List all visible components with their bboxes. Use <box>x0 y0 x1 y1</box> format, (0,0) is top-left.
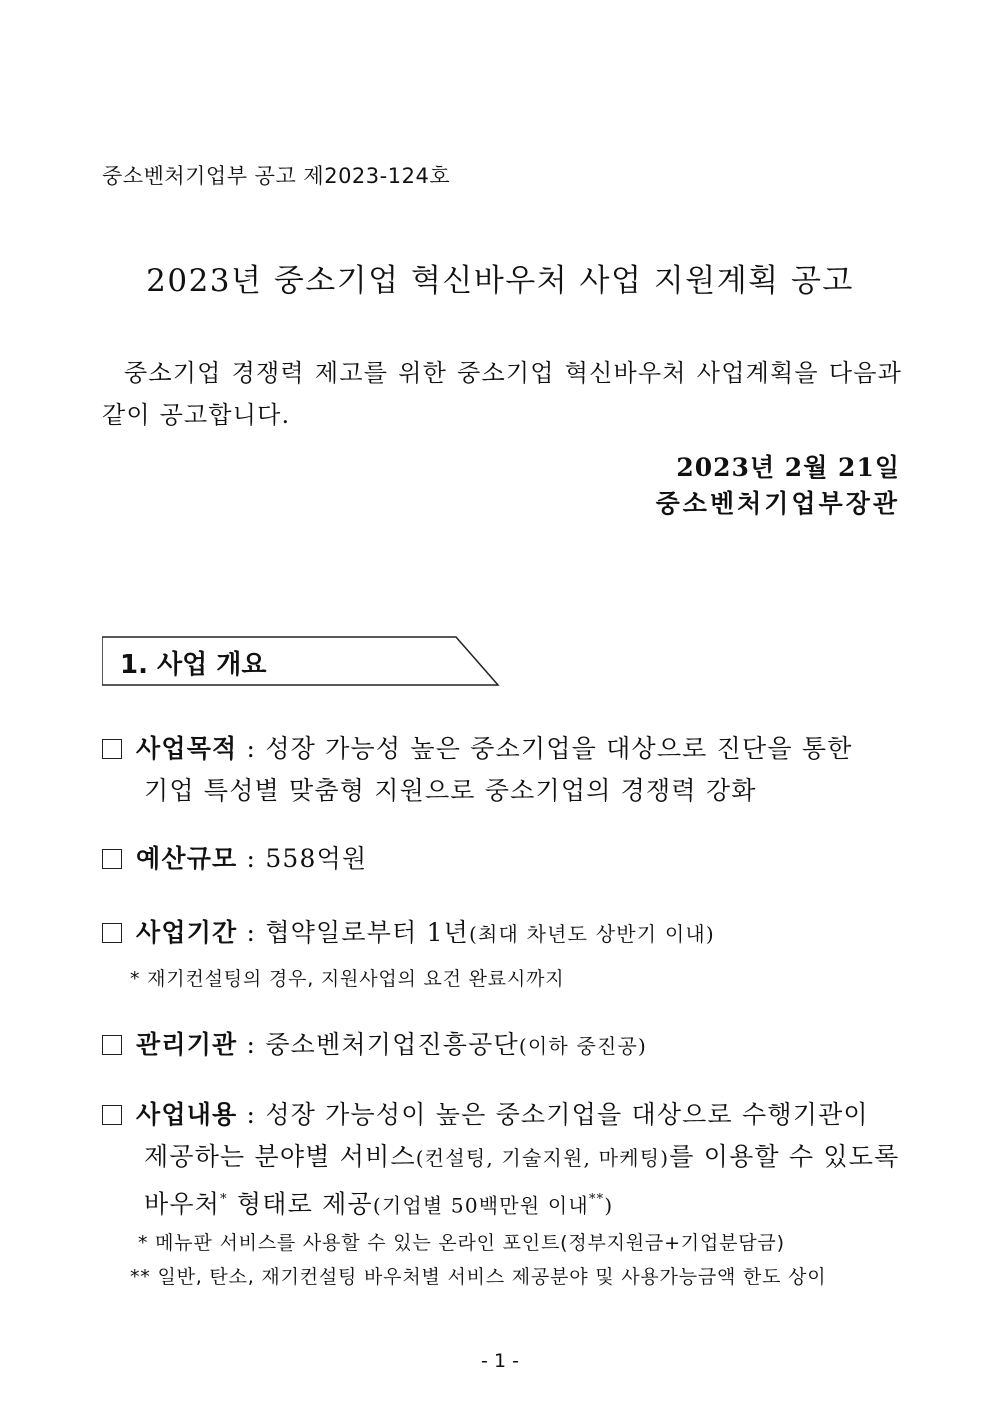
item-paren-text: (최대 차년도 상반기 이내) <box>469 922 715 946</box>
item-budget <box>102 838 902 880</box>
checkbox-square-icon <box>102 1035 122 1055</box>
item-paren-text: (이하 중진공) <box>518 1034 648 1058</box>
section-title: 1. 사업 개요 <box>120 650 267 680</box>
paren-segment: (기업별 50백만원 이내 <box>372 1193 589 1218</box>
item-text: 성장 가능성이 높은 중소기업을 대상으로 수행기관이 <box>265 1100 869 1129</box>
item-separator: : <box>237 918 266 947</box>
item-text: 성장 가능성 높은 중소기업을 대상으로 진단을 통한 <box>265 734 853 763</box>
checkbox-square-icon <box>102 923 122 943</box>
content-note-1: * 메뉴판 서비스를 사용할 수 있는 온라인 포인트(정부지원금+기업분담금) <box>138 1232 785 1254</box>
announcement-date: 2023년 2월 21일 <box>676 453 900 482</box>
item-label: 예산규모 <box>136 844 238 873</box>
item-label: 사업내용 <box>136 1100 238 1129</box>
period-note: * 재기컨설팅의 경우, 지원사업의 요건 완료시까지 <box>130 968 565 990</box>
section-heading-box <box>102 636 500 686</box>
content-note-2: ** 일반, 탄소, 재기컨설팅 바우처별 서비스 제공분야 및 사용가능금액 한도 상이 <box>130 1266 827 1288</box>
paren-segment: (컨설팅, 기술지원, 마케팅) <box>415 1146 670 1170</box>
item-label: 관리기관 <box>136 1030 238 1059</box>
item-text-continued: 기업 특성별 맞춤형 지원으로 중소기업의 경쟁력 강화 <box>144 776 757 805</box>
item-label: 사업기간 <box>136 918 238 947</box>
checkbox-square-icon <box>102 849 122 869</box>
item-separator: : <box>237 1030 266 1059</box>
item-text: 협약일로부터 1년 <box>265 918 470 947</box>
text-segment: 형태로 제공 <box>227 1189 373 1219</box>
checkbox-square-icon <box>102 739 122 759</box>
item-separator: : <box>237 1100 266 1129</box>
item-text-line2 <box>102 1136 902 1179</box>
item-separator: : <box>237 844 266 873</box>
document-title: 2023년 중소기업 혁신바우처 사업 지원계획 공고 <box>146 263 854 299</box>
checkbox-square-icon <box>102 1105 122 1125</box>
item-separator: : <box>237 734 266 763</box>
footnote-mark: ** <box>588 1192 605 1207</box>
text-segment: 바우처 <box>144 1189 221 1219</box>
item-agency <box>102 1024 902 1067</box>
item-text: 558억원 <box>265 844 368 873</box>
issuer-name: 중소벤처기업부장관 <box>655 489 900 518</box>
paren-close: ) <box>604 1193 614 1218</box>
text-segment: 를 이용할 수 있도록 <box>669 1142 900 1171</box>
item-period <box>102 912 902 955</box>
intro-paragraph: 중소기업 경쟁력 제고를 위한 중소기업 혁신바우처 사업계획을 다음과 같이 공고합니다. <box>102 359 902 429</box>
notice-number: 중소벤처기업부 공고 제2023-124호 <box>102 164 451 188</box>
page-number: - 1 - <box>481 1350 519 1372</box>
item-content <box>102 1094 902 1226</box>
footnote-mark: * <box>220 1192 228 1207</box>
item-text-line3 <box>102 1179 902 1226</box>
item-text: 중소벤처기업진흥공단 <box>265 1030 519 1059</box>
text-segment: 제공하는 분야별 서비스 <box>144 1142 416 1171</box>
item-purpose <box>102 728 902 812</box>
item-label: 사업목적 <box>136 734 238 763</box>
